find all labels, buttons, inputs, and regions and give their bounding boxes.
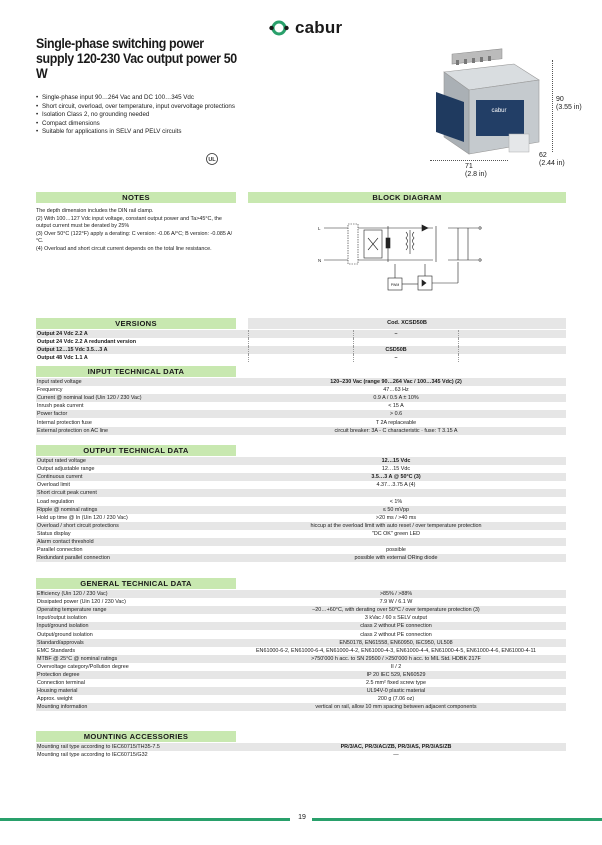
row-value: EN50178, EN61558, EN60950, IEC950, UL508 — [339, 639, 453, 646]
table-row — [36, 402, 566, 410]
table-row — [36, 622, 566, 630]
height-dim-line — [552, 60, 554, 152]
brand-name: cabur — [295, 18, 343, 37]
table-row — [36, 530, 566, 538]
row-label: Output adjustable range — [37, 466, 95, 473]
row-value: class 2 without PE connection — [360, 623, 432, 630]
table-row — [36, 554, 566, 562]
row-label: Load regulation — [37, 498, 75, 505]
row-label: Frequency — [37, 387, 63, 394]
svg-text:cabur: cabur — [491, 108, 507, 114]
table-row — [36, 743, 566, 751]
width-in: (2.8 in) — [465, 171, 487, 178]
table-row — [36, 330, 566, 338]
row-value: 120–230 Vac (range 90…264 Vac / 100…345 Vdc) (2) — [330, 379, 462, 385]
row-label: Inrush peak current — [37, 403, 84, 410]
table-row — [36, 655, 566, 663]
feature-item: • Isolation Class 2, no grounding needed — [36, 111, 266, 120]
row-value: < 15 A — [388, 403, 404, 410]
cert-mark-text: UL — [208, 157, 216, 164]
table-row — [36, 639, 566, 647]
table-row — [36, 546, 566, 554]
row-label: External protection on AC line — [37, 427, 109, 434]
general-header: GENERAL TECHNICAL DATA — [36, 578, 236, 589]
height-in: (3.55 in) — [556, 104, 582, 111]
row-label: EMC Standards — [37, 647, 76, 654]
row-label: Input rated voltage — [37, 379, 82, 385]
table-row — [36, 506, 566, 514]
width-mm: 71 — [465, 163, 473, 170]
row-value: –20…+60°C, with derating over 50°C / over temperature protection (3) — [312, 607, 480, 614]
column-separator — [353, 338, 354, 346]
table-row — [36, 346, 566, 354]
table-row — [36, 695, 566, 703]
row-value: >85% / >88% — [379, 591, 413, 597]
page-number: 19 — [298, 814, 306, 821]
row-value: – — [394, 330, 398, 337]
row-value: 2.5 mm² fixed screw type — [366, 680, 426, 687]
diagram-label-n: N — [318, 258, 322, 263]
row-value: – — [394, 354, 398, 361]
brand-logo — [268, 17, 342, 39]
row-label: Overload limit — [37, 482, 70, 489]
table-row — [36, 751, 566, 759]
feature-item: • Single-phase input 90…264 Vac and DC 100…345 Vdc — [36, 94, 266, 103]
table-row — [36, 427, 566, 435]
row-value: 3 kVac / 60 s SELV output — [364, 615, 428, 622]
product-image — [424, 42, 564, 162]
pwm-label: PWM — [390, 283, 400, 287]
row-label: Output 12…15 Vdc 3.5…3 A — [37, 346, 108, 353]
table-row — [36, 394, 566, 402]
row-label: Output rated voltage — [37, 458, 86, 464]
row-label: Internal protection fuse — [37, 419, 92, 426]
row-value: 200 g (7.06 oz) — [377, 696, 415, 703]
row-value: UL94V-0 plastic material — [366, 688, 426, 695]
note-item: (2) With 100…127 Vdc input voltage, constant output power and Ta>45°C, the output current must be derated by 25% — [36, 215, 222, 230]
footer-line-left — [0, 818, 290, 821]
row-value: hiccup at the overload limit with auto reset / over temperature protection — [310, 522, 482, 529]
row-label: Operating temperature range — [37, 607, 107, 614]
row-value: circuit breaker: 3A - C characteristic · fuse: T 3.15 A — [334, 427, 458, 434]
ul-certification-icon — [203, 152, 221, 168]
table-row — [36, 647, 566, 655]
row-value: PR/3/AC, PR/3/AC/ZB, PR/3/AS, PR/3/AS/ZB — [340, 744, 452, 750]
depth-mm: 62 — [539, 152, 547, 159]
row-label: Housing material — [37, 688, 78, 695]
table-row — [36, 703, 566, 711]
table-row — [36, 354, 566, 362]
row-value: > 0.6 — [389, 411, 403, 418]
table-row — [36, 498, 566, 506]
table-row — [36, 378, 566, 386]
table-row — [36, 514, 566, 522]
version-code-header: Cod. XCSD50B — [248, 318, 566, 329]
row-value: possible with external ORing diode — [354, 555, 438, 562]
table-row — [36, 457, 566, 465]
row-label: Input/ground isolation — [37, 623, 89, 630]
row-label: Standard/approvals — [37, 639, 84, 646]
table-row — [36, 338, 566, 346]
row-value: possible — [386, 547, 406, 554]
height-mm: 90 — [556, 96, 564, 103]
table-row — [36, 614, 566, 622]
row-label: Output 24 Vdc 2.2 A redundant version — [37, 338, 137, 345]
row-value: 7.9 W / 6.1 W — [379, 599, 413, 606]
table-row — [36, 631, 566, 639]
page-title: Single-phase switching power supply 120-230 Vac output power 50 W — [36, 36, 237, 81]
cabur-logo-icon — [268, 17, 290, 39]
row-value: CSD50B — [385, 346, 407, 353]
block-diagram-header: BLOCK DIAGRAM — [248, 192, 566, 203]
note-item: (4) Overload and short circuit current depends on the total line resistance. — [36, 245, 212, 252]
table-row — [36, 663, 566, 671]
table-row — [36, 386, 566, 394]
row-value: >20 ms / >40 ms — [375, 514, 417, 521]
table-row — [36, 410, 566, 418]
table-row — [36, 679, 566, 687]
row-value: II / 2 — [390, 663, 402, 670]
mounting-header: MOUNTING ACCESSORIES — [36, 731, 236, 742]
row-value: class 2 without PE connection — [360, 631, 432, 638]
table-row — [36, 419, 566, 427]
row-label: Parallel connection — [37, 547, 83, 554]
row-value: 12…15 Vdc — [381, 458, 411, 464]
table-row — [36, 481, 566, 489]
notes-list — [36, 208, 236, 254]
row-label: Power factor — [37, 411, 68, 418]
row-label: Current @ nominal load (Uin 120 / 230 Vac) — [37, 395, 142, 402]
table-row — [36, 522, 566, 530]
row-label: Input/output isolation — [37, 615, 87, 622]
note-item: The depth dimension includes the DIN rail clamp. — [36, 208, 154, 214]
row-label: Redundant parallel connection — [37, 555, 110, 562]
depth-dimension — [539, 152, 565, 168]
row-label: Output/ground isolation — [37, 631, 93, 638]
row-label: MTBF @ 25°C @ nominal ratings — [37, 655, 118, 662]
depth-in: (2.44 in) — [539, 160, 565, 167]
footer-line-right — [312, 818, 602, 821]
row-label: Overvoltage category/Pollution degree — [37, 663, 129, 670]
row-value: vertical on rail, allow 10 mm spacing between adjacent components — [315, 704, 477, 711]
notes-header: NOTES — [36, 192, 236, 203]
feature-list — [36, 94, 266, 137]
feature-item: • Compact dimensions — [36, 120, 266, 129]
output-header: OUTPUT TECHNICAL DATA — [36, 445, 236, 456]
row-value: EN61000-6-2, EN61000-6-4, EN61000-4-2, EN61000-4-3, EN61000-4-4, EN61000-4-5, EN61000-4-6, EN61000-4-11 — [255, 647, 537, 654]
width-dim-line — [430, 160, 508, 162]
column-separator — [248, 338, 249, 346]
row-label: Mounting rail type according to IEC60715/G32 — [37, 752, 148, 759]
row-value: 0.9 A / 0.5 A ± 10% — [373, 395, 419, 402]
table-row — [36, 687, 566, 695]
row-label: Connection terminal — [37, 680, 85, 687]
row-label: Continuous current — [37, 474, 83, 481]
row-value: IP 20 IEC 529, EN60529 — [366, 672, 426, 678]
row-label: Mounting information — [37, 704, 88, 711]
row-label: Efficiency (Uin 120 / 230 Vac) — [37, 591, 108, 597]
row-label: Ripple @ nominal ratings — [37, 506, 98, 513]
row-value: >750'000 h acc. to SN 29500 / >250'000 h acc. to MIL Std. HDBK 217F — [311, 655, 481, 662]
table-row — [36, 590, 566, 598]
row-value: 4.37…3.75 A (4) — [376, 482, 416, 489]
row-label: Overload / short circuit protections — [37, 522, 119, 529]
row-label: Mounting rail type according to IEC60715/TH35-7.5 — [37, 744, 160, 750]
block-diagram — [318, 218, 488, 300]
width-dimension — [465, 163, 487, 179]
row-value: < 1% — [389, 498, 403, 505]
row-value: 3.5…3 A @ 50°C (3) — [371, 474, 421, 481]
table-row — [36, 598, 566, 606]
note-item: (3) Over 50°C (122°F) apply a derating: C version: -0.06 A/°C; B version: -0.085 A/°C. — [36, 230, 233, 245]
row-label: Status display — [37, 530, 71, 537]
row-value: T 2A replaceable — [375, 419, 417, 426]
row-label: Approx. weight — [37, 696, 73, 703]
row-value: 12…15 Vdc — [381, 466, 411, 473]
table-row — [36, 606, 566, 614]
row-value: 47…63 Hz — [383, 387, 409, 394]
table-row — [36, 538, 566, 546]
feature-item: • Suitable for applications in SELV and PELV circuits — [36, 128, 266, 137]
row-label: Hold up time @ In (Uin 120 / 230 Vac) — [37, 514, 128, 521]
table-row — [36, 671, 566, 679]
row-value: ≤ 50 mVpp — [382, 506, 410, 513]
row-value: — — [393, 752, 399, 759]
diagram-label-l: L — [318, 226, 321, 231]
row-label: Short circuit peak current — [37, 490, 97, 497]
feature-item: • Short circuit, overload, over temperature, input overvoltage protections — [36, 103, 266, 112]
row-label: Dissipated power (Uin 120 / 230 Vac) — [37, 599, 126, 606]
row-label: Output 48 Vdc 1.1 A — [37, 354, 88, 361]
table-row — [36, 473, 566, 481]
height-dimension — [556, 96, 582, 112]
versions-header: VERSIONS — [36, 318, 236, 329]
row-value: "DC OK" green LED — [371, 530, 421, 537]
row-label: Protection degree — [37, 672, 80, 678]
row-label: Output 24 Vdc 2.2 A — [37, 330, 88, 337]
row-label: Alarm contact threshold — [37, 539, 94, 545]
table-row — [36, 465, 566, 473]
table-row — [36, 489, 566, 497]
column-separator — [458, 338, 459, 346]
input-header: INPUT TECHNICAL DATA — [36, 366, 236, 377]
